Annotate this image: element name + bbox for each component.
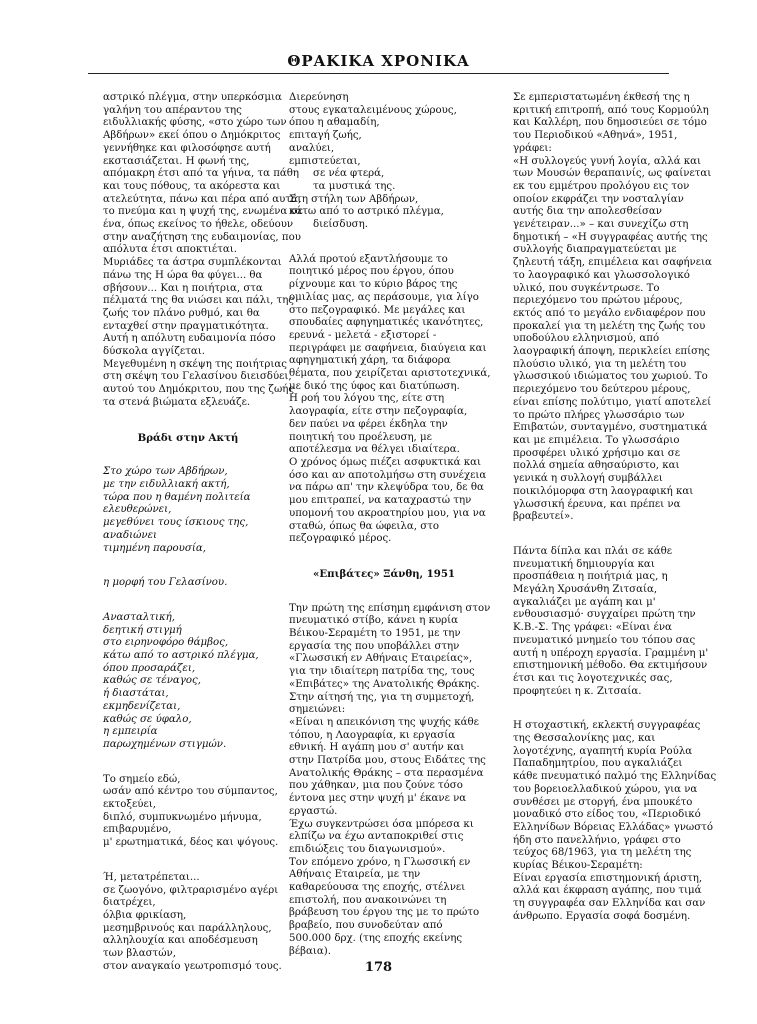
text-line: παρωχημένων στιγμών.: [103, 738, 227, 750]
text-line: Ανατολικής Θράκης – στα περασμένα: [289, 767, 484, 779]
running-title: ΘΡΑΚΙΚΑ ΧΡΟΝΙΚΑ: [287, 52, 470, 70]
text-line: Τον επόμενο χρόνο, η Γλωσσική εν: [289, 856, 471, 868]
text-line: της Θεσσαλονίκης μας, και: [513, 733, 656, 745]
text-line: στο πεζογραφικό. Με μεγάλες και: [289, 304, 466, 316]
text-line: γλωσσική έρευνα, και πρέπει να: [513, 498, 681, 510]
section-heading: «Επιβάτες» Ξάνθη, 1951: [312, 567, 455, 580]
text-line: επιβαρυμένο,: [103, 824, 172, 836]
text-line: Διερεύνηση: [289, 92, 349, 103]
text-line: περιεχόμενο του πρώτου μέρους,: [513, 295, 683, 307]
text-line: επιστολή, που ανακοινώνει τη: [289, 894, 447, 906]
text-line: ποιητική του προέλευση, με: [289, 431, 432, 443]
text-line: Ελληνίδων Βόρειας Ελλάδας» γνωστό: [513, 821, 713, 833]
text-line: απόλυτα έτσι αποκτιέται.: [103, 244, 237, 256]
text-line: ενταχθεί στην πραγματικότητα.: [103, 320, 269, 332]
text-line: τη συγγραφέα σαν Ελληνίδα και σαν: [513, 898, 706, 910]
text-line: στον αναγκαίο γεωτροπισμό τους.: [103, 960, 282, 972]
text-line: είναι επίσης πολύτιμο, γιατί αποτελεί: [513, 396, 712, 408]
column-left: [103, 92, 303, 973]
paragraph: [513, 92, 712, 524]
text-line: αναδιώνει: [103, 529, 158, 541]
text-line: βραβευτεί».: [513, 511, 574, 523]
text-line: έντονα μες στην ψυχή μ' έκανε να: [289, 793, 467, 805]
text-line: ποιητικό μέρος που έργου, όπου: [289, 266, 454, 278]
text-line: του βορειοελλαδικού χώρου, για να: [513, 783, 698, 795]
text-line: προκαλεί για τη μελέτη της ζωής του: [513, 320, 706, 332]
section-heading: Βράδι στην Ακτή: [137, 431, 239, 444]
text-line: ζωής τον πλάνο ρυθμό, και θα: [103, 307, 260, 319]
text-line: συνθέσει με στοργή, ένα μπουκέτο: [513, 796, 693, 808]
text-line: βράβευση του έργου της με το πρώτο: [289, 907, 480, 919]
text-line: το πνεύμα και η ψυχή της, ενωμένα σε: [103, 206, 303, 218]
text-line: υλικό, που συγκέντρωσε. Το: [513, 282, 660, 294]
text-line: εργαστώ.: [289, 805, 338, 817]
text-line: και Καλλέρη, που δημοσιεύει σε τόμο: [513, 117, 707, 129]
text-line: μεσημβρινούς και παράλληλους,: [103, 922, 272, 934]
text-line: «Η συλλογεύς γυνή λογία, αλλά και: [513, 155, 702, 167]
text-line: στην αναζήτηση της ευδαιμονίας, που: [103, 231, 301, 243]
text-line: Επιβατών, συνταγμένο, συστηματικά: [513, 422, 708, 434]
poem-stanza: [103, 871, 282, 974]
text-line: Παπαδημητρίου, που αγκαλιάζει: [513, 758, 683, 770]
text-line: ενθουσιασμό· συγχαίρει πρώτη την: [513, 609, 696, 621]
text-line: αλληλουχία και αποδέσμευση: [103, 935, 258, 947]
text-line: τεύχος 68/1963, για τη μελέτη της: [513, 847, 692, 859]
text-line: με δικό της ύφος και διατύπωση.: [289, 380, 460, 392]
text-line: διατρέχει,: [103, 897, 156, 909]
text-line: για την ιδιαίτερη πατρίδα της, τους: [289, 666, 475, 678]
text-line: καθαρεύουσα της εποχής, στέλνει: [289, 882, 466, 894]
text-line: Στο χώρο των Αβδήρων,: [103, 466, 228, 478]
text-line: οποίον εκφράζει την νοσταλγίαν: [513, 193, 684, 205]
paragraph: [103, 92, 303, 410]
text-line: ποικιλόμορφα στη λαογραφική και: [513, 485, 694, 497]
text-line: δύσκολα αγγίζεται.: [103, 346, 205, 358]
text-line: προσπάθεια η ποιήτριά μας, η: [513, 571, 668, 583]
text-line: ζηλευτή τάξη, επιμέλεια και σαφήνεια: [513, 257, 712, 269]
text-line: εκστασιάζεται. Η φωνή της,: [103, 155, 250, 167]
text-line: ατελεύτητα, πάνω και πέρα από αυτά,: [103, 193, 302, 205]
text-line: άνθρωπο. Εργασία σοφά δοσμένη.: [513, 910, 691, 922]
text-line: τα μυστικά της.: [313, 180, 396, 192]
text-line: πεζογραφικό μέρος.: [289, 533, 392, 545]
text-line: που χάθηκαν, μια που ζούνε τόσο: [289, 780, 463, 792]
text-line: στην Πατρίδα μου, στους Ειδάτες της: [289, 755, 486, 767]
text-line: του Περιοδικού «Αθηνά», 1951,: [513, 130, 678, 142]
text-line: πέλματά της θα νιώσει και πάλι, της: [103, 295, 295, 307]
text-line: επιστημονική μέθοδο. Θα εκτιμήσουν: [513, 660, 708, 672]
text-line: με την ειδυλλιακή ακτή,: [103, 478, 230, 490]
text-line: λαογραφική άποψη, περικλείει επίσης: [513, 346, 710, 358]
text-line: εμπιστεύεται,: [289, 155, 361, 167]
text-line: Ο χρόνος όμως πιέζει ασφυκτικά και: [289, 456, 482, 468]
poem-stanza: [103, 466, 273, 555]
text-line: κάθε πνευματικό παλμό της Ελληνίδας: [513, 771, 717, 783]
text-line: αστρικό πλέγμα, στην υπερκόσμια: [103, 92, 282, 103]
text-line: ειδυλλιακής φύσης, «στο χώρο των: [103, 117, 287, 129]
poem-stanza: [103, 577, 273, 590]
text-line: όσο και αν αποτολμήσω στη συνέχεια: [289, 469, 487, 481]
text-line: πνευματικό στίβο, κάνει η κυρία: [289, 615, 459, 627]
text-line: Το σημείο εδώ,: [103, 773, 181, 785]
text-line: κάτω από το αστρικό πλέγμα,: [103, 650, 259, 662]
text-line: πάνω της Η ώρα θα φύγει... θα: [103, 269, 263, 281]
text-line: Βέικου-Σεραμέτη το 1951, με την: [289, 628, 461, 640]
text-line: γενέτειραν...» – και συνεχίζω στη: [513, 219, 689, 231]
poem-stanza: [289, 92, 479, 232]
text-line: μοναδικό στο είδος του, «Περιοδικό: [513, 809, 701, 821]
text-line: Αβδήρων» εκεί όπου ο Δημόκριτος: [103, 130, 281, 142]
text-line: ένα, όπως εκείνος το ήθελε, οδεύουν: [103, 219, 294, 231]
text-line: Στην αίτησή της, για τη συμμετοχή,: [289, 691, 475, 703]
paragraph: [289, 602, 491, 959]
text-line: Μεγάλη Χρυσάνθη Ζιτσαία,: [513, 584, 658, 596]
text-line: αυτή η υπέροχη εργασία. Γραμμένη μ': [513, 647, 709, 659]
text-line: υποδούλου ελληνισμού, από: [513, 333, 660, 345]
text-line: Την πρώτη της επίσημη εμφάνιση στον: [289, 602, 491, 614]
text-line: απόμακρη έτσι από τα γήινα, τα πάθη: [103, 168, 300, 180]
text-line: ή διαστάται,: [103, 688, 169, 700]
text-line: πλούσιο υλικό, για τη μελέτη του: [513, 358, 687, 370]
text-line: καθώς σε ύφαλο,: [103, 713, 192, 725]
text-line: προφητεύει η κ. Ζιτσαία.: [513, 685, 642, 697]
text-line: τιμημένη παρουσία,: [103, 542, 206, 554]
text-line: σε ζωογόνο, φιλτραρισμένο αγέρι: [103, 884, 279, 896]
text-line: γράφει:: [513, 142, 552, 154]
text-line: Έχω συγκεντρώσει όσα μπόρεσα κι: [289, 818, 474, 830]
paragraph: [289, 253, 491, 546]
text-line: στη σκέψη του Γελασίνου διεισδύει,: [103, 371, 292, 383]
text-line: πολλά σημεία αθησαύριστο, και: [513, 460, 680, 472]
text-line: υπομονή του ακροατηρίου μου, για να: [289, 507, 486, 519]
text-line: έτσι και τις λογοτεχνικές σας,: [513, 672, 673, 684]
text-line: αυτού του Δημόκριτου, που της ζωής: [103, 384, 295, 396]
text-line: εργασία της που υποβάλλει στην: [289, 640, 460, 652]
text-line: αυτής δια την απολεσθείσαν: [513, 206, 663, 218]
text-line: στο ειρηνοφόρο θάμβος,: [103, 637, 229, 649]
paragraph: [513, 545, 709, 698]
text-line: το πρώτο πλήρες γλωσσάριο των: [513, 409, 685, 421]
text-line: σε νέα φτερά,: [313, 168, 385, 180]
header-rule: [88, 73, 669, 74]
text-line: Ανασταλτική,: [103, 611, 176, 623]
text-line: Ή, μετατρέπεται...: [103, 871, 200, 883]
text-line: η μορφή του Γελασίνου.: [103, 577, 228, 589]
text-line: μου επιτραπεί, να καταχραστώ την: [289, 495, 472, 507]
text-line: εκ του εμμέτρου προλόγου εις τον: [513, 180, 690, 192]
text-line: ωσάν από κέντρο του σύμπαντος,: [103, 786, 278, 798]
paragraph: [513, 720, 717, 923]
text-line: γλωσσικού ιδιώματος του χωριού. Το: [513, 371, 708, 383]
text-line: μ' ερωτηματικά, δέος και ψόγους.: [103, 837, 279, 849]
text-line: Μεγεθυμένη η σκέψη της ποιήτριας: [103, 358, 287, 370]
text-line: γαλήνη του απέραντου της: [103, 104, 242, 116]
text-line: διπλό, συμπυκνωμένο μήνυμα,: [103, 811, 262, 823]
text-line: ήδη στο πανελλήνιο, γράφει στο: [513, 834, 681, 846]
text-line: κυρίας Βέικου-Σεραμέτη:: [513, 860, 643, 872]
text-line: θέματα, που χειρίζεται αριστοτεχνικά,: [289, 368, 491, 380]
text-line: εκτός από το μεγάλο ενδιαφέρον που: [513, 307, 706, 319]
text-line: σημειώνει:: [289, 704, 346, 716]
text-line: Αθήναις Εταιρεία, με την: [289, 869, 421, 881]
text-line: τόπου, η Λαογραφία, κι εργασία: [289, 729, 456, 741]
text-line: αλλά και έκφραση αγάπης, που τιμά: [513, 885, 702, 897]
text-line: «Επιβάτες» της Ανατολικής Θράκης.: [289, 678, 480, 690]
column-right: [513, 92, 717, 924]
text-line: ελευθερώνει,: [103, 504, 172, 516]
text-line: πνευματικό μνημείο του τόπου σας: [513, 634, 696, 646]
text-line: εθνική. Η αγάπη μου σ' αυτήν και: [289, 742, 465, 754]
text-line: περιεχόμενο του δεύτερου μέρους,: [513, 384, 691, 396]
text-line: Στη στήλη των Αβδήρων,: [289, 193, 419, 205]
text-line: 500.000 δρχ. (της εποχής εκείνης: [289, 932, 463, 944]
text-line: ελπίζω να έχω ανταποκριθεί στις: [289, 831, 464, 843]
text-line: και με επιμέλεια. Το γλωσσάριο: [513, 434, 680, 446]
text-line: Η στοχαστική, εκλεκτή συγγραφέας: [513, 720, 701, 732]
text-line: ερευνά - μελετά - εξιστορεί -: [289, 329, 437, 341]
text-line: τα στενά βιώματα εξλευάζε.: [103, 396, 251, 408]
text-line: βέβαια).: [289, 945, 332, 957]
text-line: επιταγή ζωής,: [289, 130, 362, 142]
text-line: «Είναι η απεικόνιση της ψυχής κάθε: [289, 716, 479, 728]
text-line: δεητική στιγμή: [103, 624, 182, 636]
text-line: το λαογραφικό και γλωσσολογικό: [513, 269, 690, 281]
text-line: γενικά η συλλογή συμβάλλει: [513, 473, 663, 485]
text-line: λαογραφία, είτε στην πεζογραφία,: [289, 406, 468, 418]
text-line: προσφέρει υλικό χρήσιμο και σε: [513, 447, 680, 459]
text-line: Πάντα δίπλα και πλάι σε κάθε: [513, 545, 672, 557]
text-line: αγκαλιάζει με αγάπη και μ': [513, 596, 656, 608]
poem-stanza: [103, 612, 273, 752]
text-line: αναλύει,: [289, 142, 335, 154]
text-line: Αυτή η απόλυτη ευδαιμονία πόσο: [103, 333, 276, 345]
text-line: επιδιώξεις του διαγωνισμού».: [289, 843, 446, 855]
text-line: στους εγκαταλειμένους χώρους,: [289, 104, 457, 116]
text-line: κάτω από το αστρικό πλέγμα,: [289, 206, 444, 218]
text-line: των Μουσών θεραπαινίς, ως φαίνεται: [513, 168, 712, 180]
text-line: Η ροή του λόγου της, είτε στη: [289, 393, 445, 405]
text-line: Σε εμπεριστατωμένη έκθεσή της η: [513, 92, 690, 103]
text-line: Αλλά προτού εξαντλήσουμε το: [289, 253, 448, 265]
text-line: ομιλίας μας, ας περάσουμε, για λίγο: [289, 291, 479, 303]
text-line: Κ.Β.-Σ. Της γράφει: «Είναι ένα: [513, 622, 672, 634]
text-line: εκμηδενίζεται,: [103, 700, 181, 712]
page-number: 178: [364, 960, 393, 975]
text-line: αποτέλεσμα να θέλγει ιδιαίτερα.: [289, 444, 460, 456]
text-line: συλλογής διαπραγματεύεται με: [513, 244, 677, 256]
text-line: κριτική επιτροπή, από τους Κορμούλη: [513, 104, 709, 116]
text-line: σβήσουν... Και η ποιήτρια, στα: [103, 282, 263, 294]
text-line: δημοτική – «Η συγγραφέας αυτής της: [513, 231, 708, 243]
text-line: ρίχνουμε και το κύριο βάρος της: [289, 279, 458, 291]
text-line: η εμπειρία: [103, 726, 158, 738]
text-line: αφηγηματική χάρη, τα διάφορα: [289, 355, 451, 367]
text-line: δεν παύει να φέρει έκδηλα την: [289, 418, 448, 430]
text-line: και τους πόθους, τα ακόρεστα και: [103, 180, 281, 192]
text-line: εκτοξεύει,: [103, 799, 157, 811]
text-line: «Γλωσσική εν Αθήναις Εταιρείας»,: [289, 653, 473, 665]
text-line: των βλαστών,: [103, 948, 176, 960]
text-line: λογοτέχνης, αγαπητή κυρία Ρούλα: [513, 745, 693, 757]
text-line: Μυριάδες τα άστρα συμπλέκονται: [103, 257, 282, 269]
text-line: βραβείο, που συνοδεύταν από: [289, 920, 443, 932]
text-line: σταθώ, όπως θα ώφειλα, στο: [289, 520, 439, 532]
text-line: μεγεθύνει τους ίσκιους της,: [103, 517, 249, 529]
text-line: σπουδαίες αφηγηματικές ικανότητες,: [289, 317, 484, 329]
text-line: τώρα που η θαμένη πολιτεία: [103, 491, 251, 503]
text-line: καθώς σε τέναγος,: [103, 675, 201, 687]
text-line: πνευματική δημιουργία και: [513, 558, 655, 570]
text-line: περιγράφει με σαφήνεια, διαύγεια και: [289, 342, 487, 354]
text-line: γεννήθηκε και φιλοσόφησε αυτή: [103, 142, 271, 154]
text-line: όπου προσαράζει,: [103, 662, 196, 674]
text-line: όπου η αθαμαδίη,: [289, 117, 380, 129]
poem-stanza: [103, 773, 279, 850]
text-line: διείσδυση.: [313, 219, 368, 231]
text-line: να πάρω απ' την κλεψύδρα του, δε θα: [289, 482, 484, 494]
column-middle: [289, 92, 491, 958]
text-line: όλβια φρικίαση,: [103, 909, 187, 921]
text-line: Είναι εργασία επιστημονική άριστη,: [513, 872, 703, 884]
